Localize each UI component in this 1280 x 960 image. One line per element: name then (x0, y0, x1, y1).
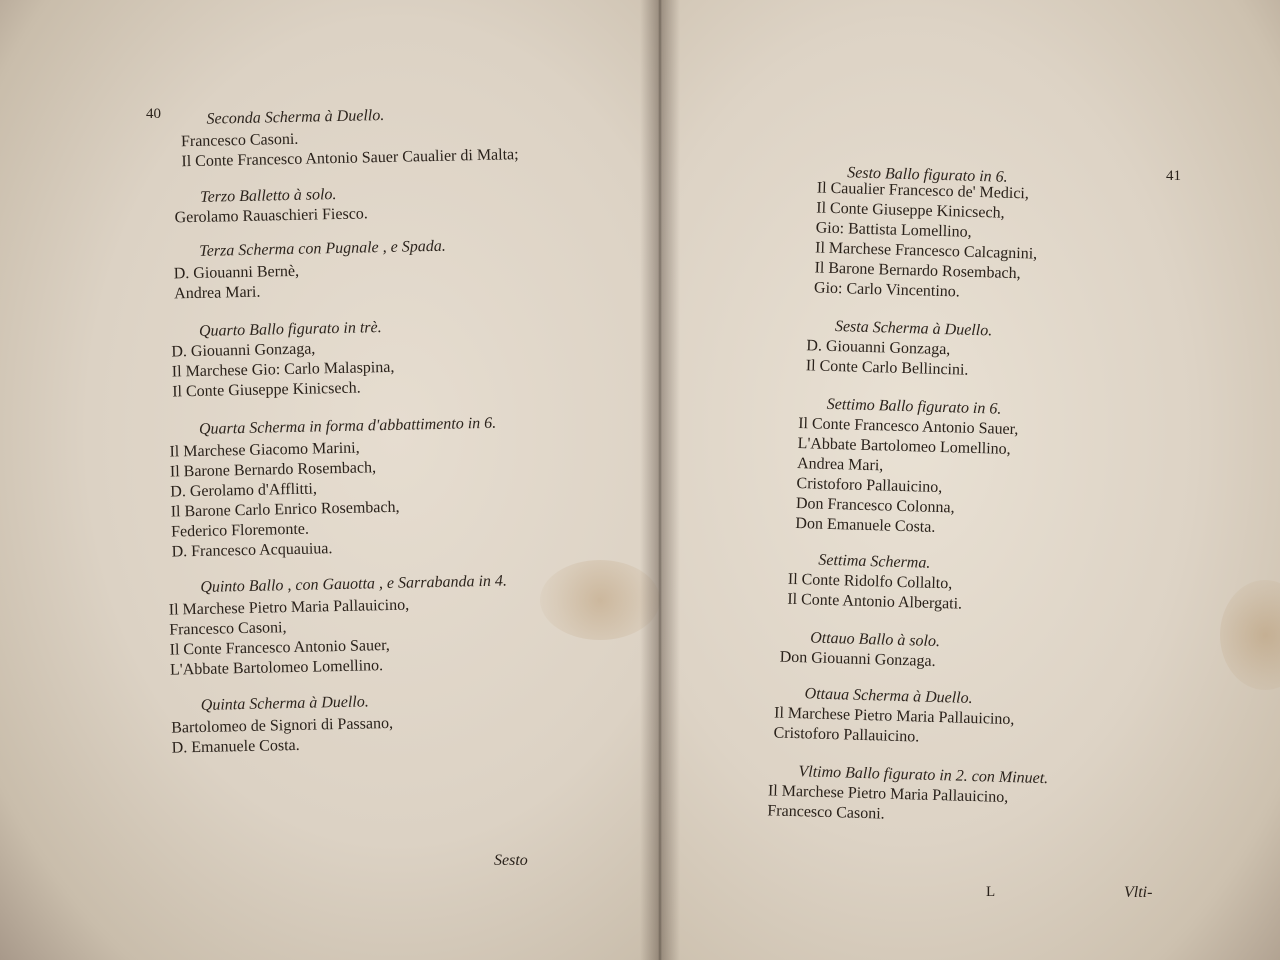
section-line: D. Giouanni Gonzaga, (171, 340, 316, 361)
section-lines (787, 570, 963, 615)
section-heading: Quinta Scherma à Duello. (200, 693, 369, 714)
section-line: Il Conte Antonio Albergati. (787, 590, 963, 613)
section-lines (779, 648, 935, 672)
section-heading: Settimo Ballo figurato in 6. (826, 395, 1002, 418)
section-line: Gio: Carlo Vincentino. (813, 279, 961, 301)
section-heading: Ottauo Ballo à solo. (810, 629, 941, 651)
section-line: Il Barone Bernardo Rosembach, (169, 459, 377, 481)
section-line: D. Emanuele Costa. (171, 736, 300, 757)
section (201, 692, 369, 716)
section-line: Il Barone Bernardo Rosembach, (814, 259, 1021, 283)
catchword: Sesto (494, 852, 528, 869)
section-line: Don Francesco Colonna, (795, 494, 955, 517)
section-heading: Settima Scherma. (818, 551, 931, 572)
section-line: Il Conte Giuseppe Kinicsech. (172, 379, 361, 401)
section-line: Federico Floremonte. (171, 520, 310, 541)
section-heading: Terza Scherma con Pugnale , e Spada. (199, 237, 446, 260)
section-line: Francesco Casoni, (169, 619, 287, 639)
section-line: Il Conte Francesco Antonio Sauer Caualier di Malta; (181, 146, 519, 171)
section-lines (171, 338, 395, 403)
section-line: Il Barone Carlo Enrico Rosembach, (170, 498, 400, 521)
section-line: Il Marchese Giacomo Marini, (169, 439, 360, 461)
section-line: Cristoforo Pallauicino. (773, 724, 920, 746)
section-line: Il Marchese Gio: Carlo Malaspina, (171, 358, 395, 381)
section-line: Cristoforo Pallauicino, (796, 475, 943, 497)
section-lines (174, 262, 300, 305)
section-line: Il Conte Giuseppe Kinicsech, (816, 199, 1005, 222)
section-line: Il Marchese Pietro Maria Pallauicino, (773, 704, 1015, 729)
page-number: 41 (1166, 168, 1181, 184)
section (206, 106, 384, 130)
section-heading: Ottaua Scherma à Duello. (804, 685, 973, 707)
section (199, 237, 446, 262)
section-lines (814, 178, 1039, 304)
page-number: 40 (146, 106, 161, 122)
section-line: Il Conte Carlo Bellincini. (805, 357, 969, 379)
section-heading: Seconda Scherma à Duello. (206, 106, 385, 128)
section-heading: Sesto Ballo figurato in 6. (847, 164, 1008, 186)
section-line: Andrea Mari. (174, 283, 261, 303)
right-page (660, 0, 1280, 960)
section-lines (767, 781, 1008, 828)
section-heading: Vltimo Ballo figurato in 2. con Minuet. (798, 763, 1049, 788)
section (199, 414, 497, 440)
section-line: D. Giouanni Gonzaga, (806, 337, 951, 359)
section-lines (169, 596, 411, 681)
section-line: Il Caualier Francesco de' Medici, (816, 179, 1030, 203)
section-line: Don Giouanni Gonzaga. (779, 648, 936, 670)
section-line: D. Giouanni Bernè, (173, 262, 300, 283)
section-heading: Quinto Ballo , con Gauotta , e Sarrabanda in 4. (200, 572, 508, 596)
section-lines (181, 125, 519, 172)
section-lines (773, 703, 1014, 750)
section-lines (795, 414, 1018, 540)
section-heading: Quarta Scherma in forma d'abbattimento in 6. (198, 414, 497, 438)
section-line: Il Marchese Pietro Maria Pallauicino, (767, 782, 1009, 807)
section-lines (806, 336, 970, 381)
section-line: Il Conte Francesco Antonio Sauer, (169, 636, 390, 659)
section (200, 572, 507, 598)
section-line: Gio: Battista Lomellino, (815, 219, 972, 241)
section-lines (174, 204, 368, 228)
section-heading: Sesta Scherma à Duello. (834, 318, 993, 340)
section-line: Il Marchese Francesco Calcagnini, (814, 239, 1038, 263)
section-line: Il Conte Francesco Antonio Sauer, (797, 415, 1019, 439)
section-line: L'Abbate Bartolomeo Lomellino. (169, 657, 384, 679)
section-line: Francesco Casoni. (180, 130, 299, 151)
section-line: Francesco Casoni. (767, 802, 885, 823)
section-line: Il Marchese Pietro Maria Pallauicino, (168, 596, 410, 619)
book-gutter (640, 0, 680, 960)
section-line: Don Emanuele Costa. (795, 514, 936, 536)
section-line: D. Francesco Acquauiua. (171, 540, 333, 561)
catchword: Vlti- (1124, 884, 1153, 901)
water-stain (1220, 580, 1280, 690)
section-lines (171, 714, 394, 759)
section-line: Gerolamo Rauaschieri Fiesco. (174, 205, 369, 227)
section-line: D. Gerolamo d'Afflitti, (170, 480, 318, 501)
section-line: Andrea Mari, (796, 455, 884, 475)
section-lines (169, 438, 400, 563)
section-heading: Terzo Balletto à solo. (199, 185, 337, 206)
signature-mark: L (986, 884, 996, 900)
section-heading: Quarto Ballo figurato in trè. (198, 319, 382, 340)
section-line: Bartolomeo de Signori di Passano, (171, 714, 394, 737)
section-line: Il Conte Ridolfo Collalto, (787, 570, 953, 593)
section-line: L'Abbate Bartolomeo Lomellino, (797, 435, 1011, 458)
